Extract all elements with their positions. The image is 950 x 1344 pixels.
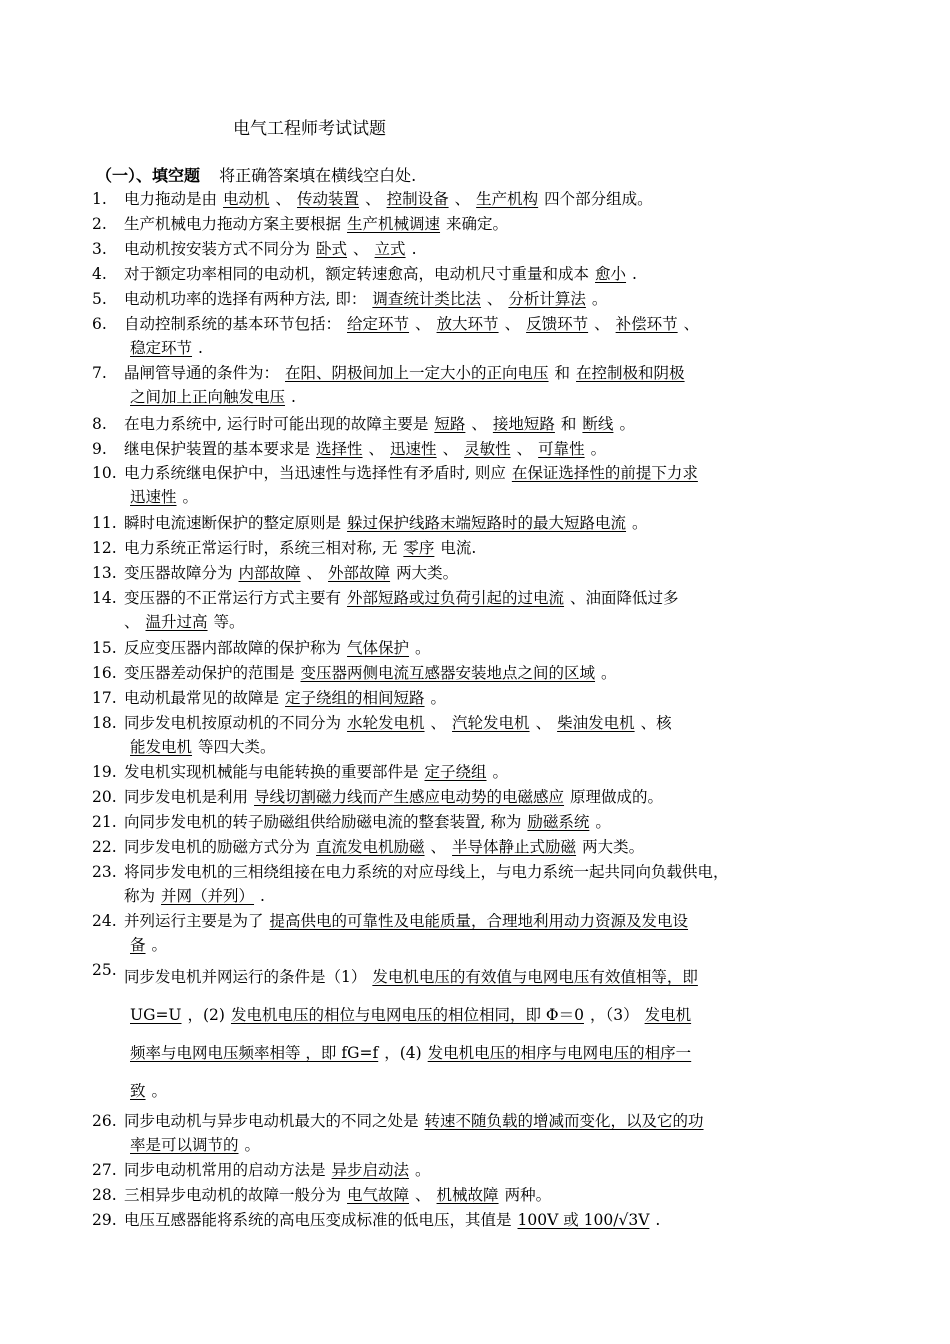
answer-blank: 导线切割磁力线而产生感应电动势的电磁感应 [254,788,565,806]
question-text-line [124,187,882,211]
question-text: 。 [151,1082,168,1100]
answer-blank: 发电机电压的相位与电网电压的相位相同，即 Φ＝0 [230,1006,584,1024]
question-item [92,1208,882,1232]
question-text-line [124,437,882,461]
question-text: 、 [275,190,292,208]
question-number: 26. [92,1112,117,1130]
question-item [92,437,882,461]
answer-blank: 变压器两侧电流互感器安装地点之间的区域 [300,664,596,682]
question-text: 、 [535,714,552,732]
question-text: 、 [442,440,459,458]
question-text: . [198,339,203,357]
question-text: 两大类。 [582,838,645,856]
question-text: 电力系统继电保护中，当迅速性与选择性有矛盾时, 则应 [124,464,506,482]
answer-blank: 温升过高 [145,613,208,631]
answer-blank: 放大环节 [436,315,499,333]
answer-blank: 电动机 [223,190,270,208]
answer-blank: 直流发电机励磁 [316,838,425,856]
answer-blank: 柴油发电机 [557,714,635,732]
answer-blank: 之间加上正向触发电压 [130,388,286,406]
question-text: 瞬时电流速断保护的整定原则是 [124,514,342,532]
question-text: 电流. [440,539,477,557]
answer-blank: 可靠性 [538,440,585,458]
question-number: 9. [92,440,107,458]
question-item [92,287,882,311]
answer-blank: 气体保护 [347,639,410,657]
question-text-line [124,711,882,735]
question-number: 15. [92,639,117,657]
question-text-line [124,1072,882,1110]
question-text: 、 [683,315,700,333]
question-number: 20. [92,788,117,806]
question-item [92,760,882,784]
answer-blank: 异步启动法 [331,1161,410,1179]
question-text: 并列运行主要是为了 [124,912,264,930]
question-text: 。 [591,290,608,308]
answer-blank: 提高供电的可靠性及电能质量，合理地利用动力资源及发电设 [269,912,689,930]
question-text: 电压互感器能将系统的高电压变成标准的低电压，其值是 [124,1211,512,1229]
question-text: 生产机械电力拖动方案主要根据 [124,215,342,233]
question-text-line [124,933,882,957]
question-text: 发电机实现机械能与电能转换的重要部件是 [124,763,419,781]
answer-blank: 致 [130,1082,146,1100]
question-text-line [124,336,882,360]
question-number: 1. [92,190,107,208]
answer-blank: 内部故障 [238,564,301,582]
answer-blank: 外部短路或过负荷引起的过电流 [347,589,565,607]
question-text: ，（3） [589,1006,639,1024]
answer-blank: 稳定环节 [130,339,193,357]
question-text: 核 [656,714,672,732]
question-text-line [124,810,882,834]
question-number: 8. [92,415,107,433]
answer-blank: 发电机 [644,1006,692,1024]
question-text: 、 [368,440,385,458]
answer-blank: 给定环节 [347,315,410,333]
question-number: 13. [92,564,117,582]
question-text: 、 [486,290,503,308]
question-text: 变压器差动保护的范围是 [124,664,295,682]
question-text-line [124,1208,882,1232]
question-text: 称为 [124,887,156,905]
question-text-line [124,1183,882,1207]
answer-blank: 半导体静止式励磁 [452,838,577,856]
answer-blank: 外部故障 [328,564,391,582]
question-text: 电力系统正常运行时，系统三相对称, 无 [124,539,398,557]
answer-blank: 断线 [582,415,614,433]
answer-blank: 水轮发电机 [347,714,425,732]
question-number: 3. [92,240,107,258]
question-text: 油面降低过多 [585,589,679,607]
answer-blank: 在控制极和阴极 [576,364,685,382]
question-item [92,586,882,634]
question-text-line [124,262,882,286]
question-number: 5. [92,290,107,308]
question-text-line [124,461,882,485]
question-text: 和 [560,415,577,433]
answer-blank: 机械故障 [436,1186,499,1204]
question-text-line [124,511,882,535]
question-text: 、 [306,564,323,582]
question-text: 原理做成的。 [570,788,664,806]
question-item [92,187,882,211]
question-item [92,909,882,957]
question-number: 29. [92,1211,117,1229]
answer-blank: 汽轮发电机 [452,714,530,732]
question-number: 14. [92,589,117,607]
question-item [92,262,882,286]
question-text-line [124,785,882,809]
question-text: 。 [430,689,447,707]
question-text: 、 [124,613,140,631]
answer-blank: 定子绕组 [424,763,487,781]
question-text-line [124,1109,882,1133]
answer-blank: 转速不随负载的增减而变化，以及它的功 [424,1112,704,1130]
question-text-line [124,536,882,560]
answer-blank: 率是可以调节的 [130,1136,239,1154]
question-number: 19. [92,763,117,781]
question-text: 等四大类。 [198,738,276,756]
answer-blank: 卧式 [316,240,348,258]
question-text: 两大类。 [396,564,459,582]
question-item [92,361,882,409]
question-number: 6. [92,315,107,333]
question-text-line [124,661,882,685]
question-text: 自动控制系统的基本环节包括： [124,315,342,333]
question-text: 、 [516,440,533,458]
question-text: 三相异步电动机的故障一般分为 [124,1186,342,1204]
question-text: 继电保护装置的基本要求是 [124,440,311,458]
question-text-line [124,237,882,261]
question-text: 变压器的不正常运行方式主要有 [124,589,342,607]
answer-blank: 能发电机 [130,738,193,756]
question-text: . [632,265,637,283]
question-item [92,785,882,809]
question-text: 。 [619,415,635,433]
question-text-line [124,996,882,1034]
answer-blank: 励磁系统 [527,813,590,831]
question-text: 将同步发电机的三相绕组接在电力系统的对应母线上，与电力系统一起共同向负载供电， [124,863,729,881]
answer-blank: 频率与电网电压频率相等 ，即 fG=f [130,1044,379,1062]
question-text: 变压器故障分为 [124,564,233,582]
question-text: 电动机最常见的故障是 [124,689,280,707]
question-item [92,461,882,509]
question-number: 23. [92,863,117,881]
answer-blank: 调查统计类比法 [372,290,481,308]
question-text: 、 [504,315,521,333]
question-text: 。 [151,936,168,954]
question-text-line [124,586,882,610]
question-text: 来确定。 [446,215,509,233]
question-text-line [124,385,882,409]
answer-blank: 传动装置 [297,190,360,208]
question-text: 向同步发电机的转子励磁组供给励磁电流的整套装置, 称为 [124,813,522,831]
question-item [92,1109,882,1157]
answer-blank: 控制设备 [386,190,449,208]
question-text-line [124,760,882,784]
answer-blank: 生产机械调速 [347,215,441,233]
section-instruction: 将正确答案填在横线空白处. [219,166,417,185]
question-text: 对于额定功率相同的电动机，额定转速愈高，电动机尺寸重量和成本 [124,265,590,283]
question-text: 、 [594,315,610,333]
answer-blank: 100V 或 100/√3V [517,1211,650,1229]
question-item [92,860,882,908]
question-text-line [124,1158,882,1182]
question-number: 12. [92,539,117,557]
question-text-line [124,561,882,585]
question-text: . [291,388,296,406]
answer-blank: 发电机电压的有效值与电网电压有效值相等，即 [372,968,698,986]
question-number: 18. [92,714,117,732]
question-text: 和 [554,364,571,382]
question-text: 。 [415,1161,431,1179]
question-text-line [124,884,882,908]
answer-blank: 立式 [374,240,406,258]
question-text-line [124,1133,882,1157]
question-text: 在电力系统中, 运行时可能出现的故障主要是 [124,415,429,433]
question-text-line [124,958,882,996]
question-text: 。 [601,664,617,682]
question-text: 、 [640,714,657,732]
question-item [92,958,882,1110]
question-text-line [124,686,882,710]
question-text: ，(2) [187,1006,225,1024]
question-text: 、 [430,838,447,856]
question-text: 四个部分组成。 [544,190,653,208]
question-item [92,711,882,759]
question-text-line [124,610,882,634]
question-text-line [124,1034,882,1072]
question-item [92,212,882,236]
question-number: 2. [92,215,107,233]
answer-blank: 补偿环节 [615,315,678,333]
question-text: 。 [415,639,431,657]
question-text: 、 [415,1186,431,1204]
answer-blank: 躲过保护线路末端短路时的最大短路电流 [347,514,627,532]
question-text-line [124,835,882,859]
question-text: 同步发电机按原动机的不同分为 [124,714,342,732]
question-number: 17. [92,689,117,707]
answer-blank: 灵敏性 [464,440,511,458]
question-text: 。 [632,514,648,532]
answer-blank: 短路 [434,415,466,433]
question-text: 同步电动机常用的启动方法是 [124,1161,326,1179]
question-number: 25. [92,961,117,979]
question-item [92,810,882,834]
question-text: 、 [353,240,369,258]
question-text: 反应变压器内部故障的保护称为 [124,639,342,657]
answer-blank: 备 [130,936,146,954]
question-item [92,661,882,685]
question-text: 、 [471,415,487,433]
page-title: 电气工程师考试试题 [233,119,386,139]
question-number: 27. [92,1161,117,1179]
question-text: 电力拖动是由 [124,190,218,208]
answer-blank: 定子绕组的相间短路 [285,689,425,707]
answer-blank: 迅速性 [130,488,177,506]
question-text: 。 [182,488,199,506]
question-number: 11. [92,514,117,532]
question-text: . [655,1211,661,1229]
question-item [92,511,882,535]
answer-blank: 分析计算法 [508,290,586,308]
question-text: 电动机功率的选择有两种方法, 即： [124,290,367,308]
answer-blank: 接地短路 [492,415,555,433]
question-text: 同步电动机与异步电动机最大的不同之处是 [124,1112,419,1130]
question-text: 。 [590,440,607,458]
answer-blank: 愈小 [595,265,627,283]
answer-blank: 选择性 [316,440,363,458]
question-text-line [124,735,882,759]
question-text: 、 [454,190,471,208]
question-item [92,561,882,585]
question-text: 。 [595,813,611,831]
question-text: 等。 [213,613,245,631]
answer-blank: 并网（并列） [161,887,255,905]
question-text: 晶闸管导通的条件为： [124,364,280,382]
question-text: 、 [365,190,381,208]
question-text: . [411,240,417,258]
answer-blank: 在保证选择性的前提下力求 [511,464,698,482]
answer-blank: UG=U [130,1006,182,1024]
question-number: 28. [92,1186,117,1204]
question-item [92,312,882,360]
question-text: 电动机按安装方式不同分为 [124,240,311,258]
question-text-line [124,361,882,385]
question-item [92,1158,882,1182]
question-item [92,412,882,436]
question-text-line [124,485,882,509]
question-text: 两种。 [504,1186,552,1204]
question-text-line [124,412,882,436]
section-heading [96,163,416,186]
question-number: 4. [92,265,107,283]
question-text: 、 [570,589,586,607]
question-item [92,1183,882,1207]
question-number: 24. [92,912,117,930]
answer-blank: 零序 [403,539,435,557]
answer-blank: 反馈环节 [526,315,589,333]
question-text-line [124,212,882,236]
question-number: 22. [92,838,117,856]
question-text: 。 [244,1136,261,1154]
answer-blank: 发电机电压的相序与电网电压的相序一 [427,1044,692,1062]
section-label: （一）、填空题 [96,166,201,185]
answer-blank: 在阳、阴极间加上一定大小的正向电压 [285,364,549,382]
question-number: 7. [92,364,107,382]
question-item [92,686,882,710]
question-number: 21. [92,813,117,831]
question-item [92,536,882,560]
question-text: 同步发电机是利用 [124,788,249,806]
answer-blank: 迅速性 [390,440,437,458]
question-text-line [124,287,882,311]
answer-blank: 电气故障 [347,1186,410,1204]
question-text-line [124,312,882,336]
answer-blank: 生产机构 [476,190,539,208]
question-item [92,835,882,859]
question-text: 、 [415,315,431,333]
question-item [92,237,882,261]
question-text: 、 [430,714,447,732]
question-text: 同步发电机并网运行的条件是（1） [124,968,367,986]
question-text: 。 [492,763,509,781]
question-item [92,636,882,660]
question-number: 16. [92,664,117,682]
question-text: 同步发电机的励磁方式分为 [124,838,311,856]
question-text: ，(4) [384,1044,422,1062]
question-text-line [124,860,882,884]
question-text-line [124,636,882,660]
question-text-line [124,909,882,933]
question-number: 10. [92,464,117,482]
question-text: . [260,887,265,905]
